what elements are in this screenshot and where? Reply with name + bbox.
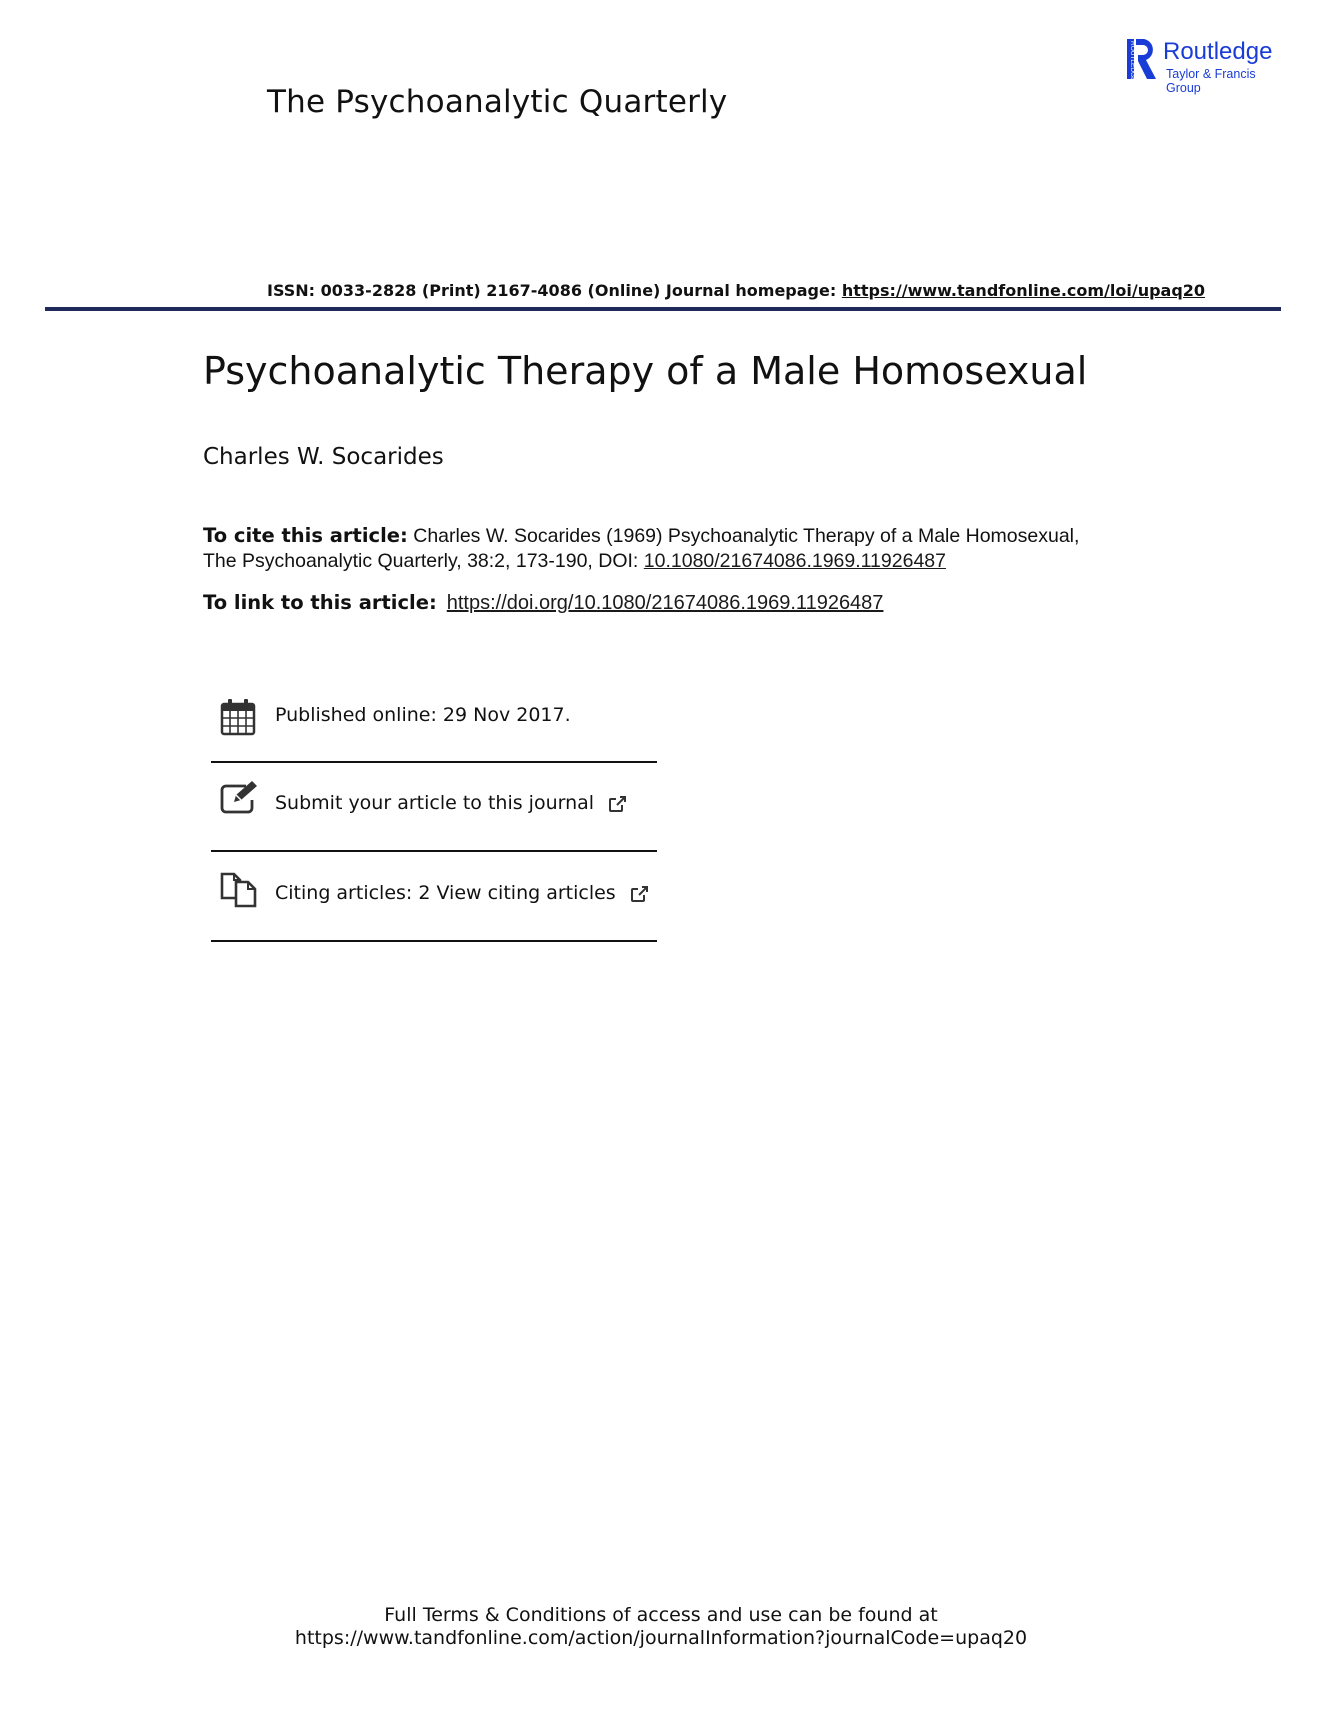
article-url-link[interactable]: https://doi.org/10.1080/21674086.1969.11926487 [446, 592, 884, 614]
doi-link[interactable]: 10.1080/21674086.1969.11926487 [643, 550, 946, 572]
citing-articles-text: Citing articles: 2 View citing articles [275, 882, 616, 904]
terms-footer [0, 1604, 1322, 1650]
submit-article-link[interactable] [275, 792, 628, 814]
link-to-article [203, 591, 883, 615]
published-online-text: Published online: 29 Nov 2017. [275, 704, 571, 726]
citing-articles-link[interactable] [275, 882, 650, 904]
cite-label: To cite this article: [203, 524, 408, 547]
journal-homepage-link[interactable]: https://www.tandfonline.com/loi/upaq20 [841, 281, 1206, 300]
row-divider [211, 850, 657, 852]
header-divider [45, 307, 1281, 311]
link-label: To link to this article: [203, 591, 437, 614]
logo-name: Routledge [1163, 38, 1273, 65]
submit-article-text: Submit your article to this journal [275, 792, 595, 814]
issn-line [267, 281, 1205, 300]
cite-text-1: Charles W. Socarides (1969) Psychoanalytic Therapy of a Male Homosexual, [413, 525, 1080, 547]
published-online-row [211, 690, 657, 778]
terms-url[interactable]: https://www.tandfonline.com/action/journalInformation?journalCode=upaq20 [294, 1627, 1028, 1649]
article-title: Psychoanalytic Therapy of a Male Homosexual [203, 349, 1088, 393]
row-divider [211, 761, 657, 763]
calendar-icon [220, 698, 256, 736]
issn-text: ISSN: 0033-2828 (Print) 2167-4086 (Online) Journal homepage: [267, 281, 842, 300]
external-link-icon [608, 794, 628, 814]
article-author: Charles W. Socarides [203, 444, 444, 470]
citation-block [203, 523, 1163, 574]
citing-articles-row[interactable] [211, 864, 657, 952]
row-divider [211, 940, 657, 942]
terms-line: Full Terms & Conditions of access and use can be found at [384, 1604, 938, 1626]
external-link-icon [630, 884, 650, 904]
documents-icon [220, 870, 258, 908]
svg-text:ROUTLEDGE: ROUTLEDGE [1129, 41, 1136, 82]
logo-subtitle: Taylor & Francis Group [1166, 67, 1256, 95]
publisher-logo[interactable] [1126, 37, 1286, 95]
edit-icon [220, 780, 260, 814]
journal-title: The Psychoanalytic Quarterly [267, 84, 728, 120]
cite-text-2: The Psychoanalytic Quarterly, 38:2, 173-190, DOI: [203, 550, 644, 572]
routledge-logo-icon [1126, 37, 1160, 83]
